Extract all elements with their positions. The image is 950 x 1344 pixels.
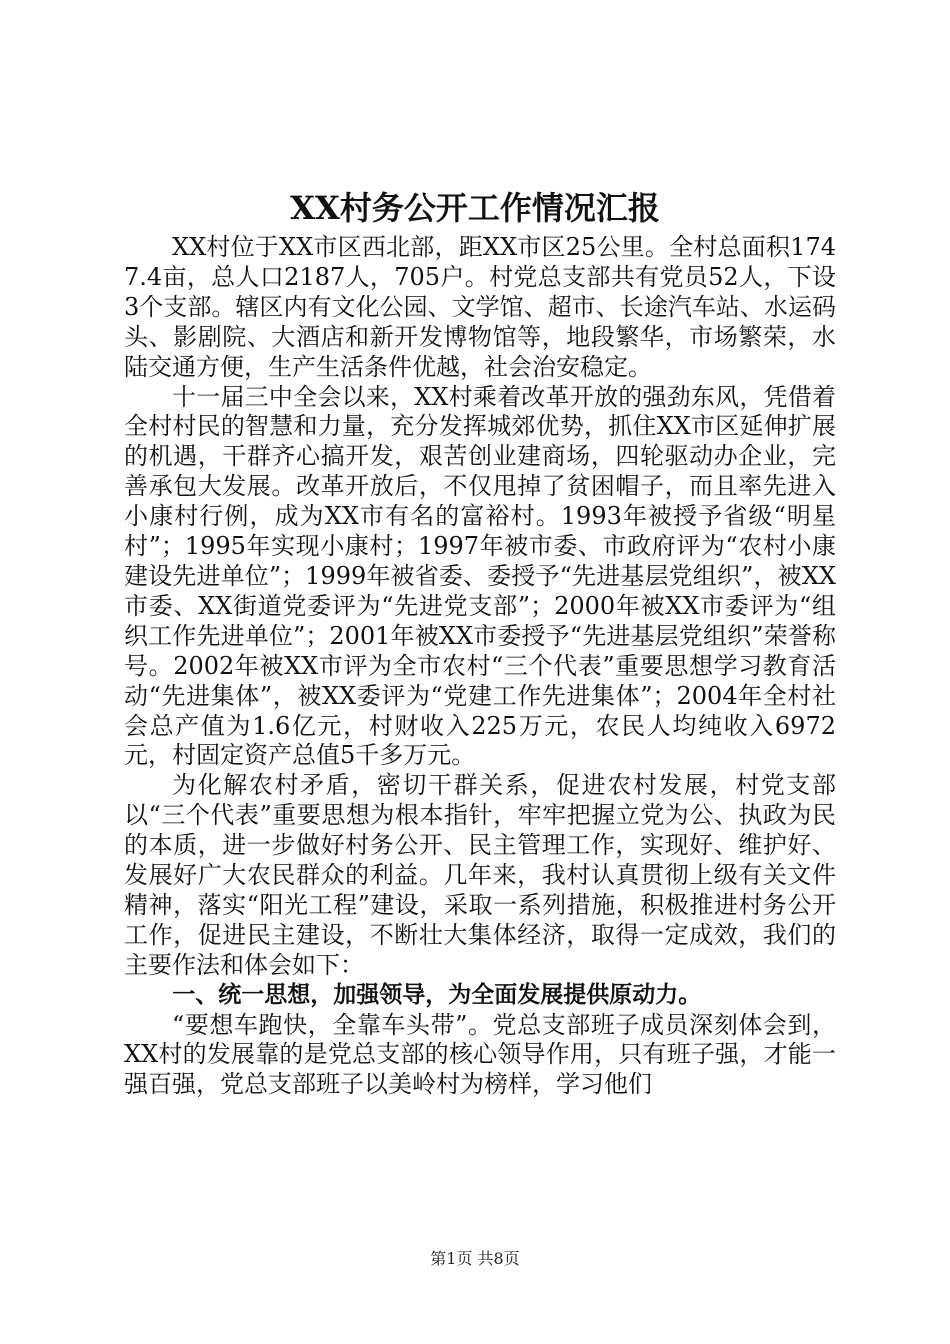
paragraph-purpose: 为化解农村矛盾，密切干群关系，促进农村发展，村党支部以“三个代表”重要思想为根本指针，牢牢把握立党为公、执政为民的本质，进一步做好村务公开、民主管理工作，实现好、维护好、发展好广大农民群众的利益。几年来，我村认真贯彻上级有关文件精神，落实“阳光工程”建设，采取一系列措施，积极推进村务公开工作，促进民主建设，不断壮大集体经济，取得一定成效，我们的主要作法和体会如下： xyxy=(124,771,836,979)
document-body xyxy=(124,233,836,1100)
paragraph-history: 十一届三中全会以来，XX村乘着改革开放的强劲东风，凭借着全村村民的智慧和力量，充分发挥城郊优势，抓住XX市区延伸扩展的机遇，干群齐心搞开发，艰苦创业建商场，四轮驱动办企业，完善承包大发展。改革开放后，不仅甩掉了贫困帽子，而且率先进入小康村行例，成为XX市有名的富裕村。1993年被授予省级“明星村”；1995年实现小康村；1997年被市委、市政府评为“农村小康建设先进单位”；1999年被省委、委授予“先进基层党组织”，被XX市委、XX街道党委评为“先进党支部”；2000年被XX市委评为“组织工作先进单位”；2001年被XX市委授予“先进基层党组织”荣誉称号。2002年被XX市评为全市农村“三个代表”重要思想学习教育活动“先进集体”，被XX委评为“党建工作先进集体”；2004年全村社会总产值为1.6亿元，村财收入225万元，农民人均纯收入6972元，村固定资产总值5千多万元。 xyxy=(124,382,836,770)
section-heading: 一、统一思想，加强领导，为全面发展提供原动力。 xyxy=(172,981,702,1008)
paragraph-section-one: “要想车跑快，全靠车头带”。党总支部班子成员深刻体会到，XX村的发展靠的是党总支部的核心领导作用，只有班子强，才能一强百强，党总支部班子以美岭村为榜样，学习他们 xyxy=(124,1010,836,1099)
paragraph-intro: XX村位于XX市区西北部，距XX市区25公里。全村总面积1747.4亩，总人口2187人，705户。村党总支部共有党员52人，下设3个支部。辖区内有文化公园、文学馆、超市、长途汽车站、水运码头、影剧院、大酒店和新开发博物馆等，地段繁华，市场繁荣，水陆交通方便，生产生活条件优越，社会治安稳定。 xyxy=(124,233,836,381)
document-title: XX村务公开工作情况汇报 xyxy=(290,189,660,227)
page-indicator: 第1页 共8页 xyxy=(430,1249,520,1268)
